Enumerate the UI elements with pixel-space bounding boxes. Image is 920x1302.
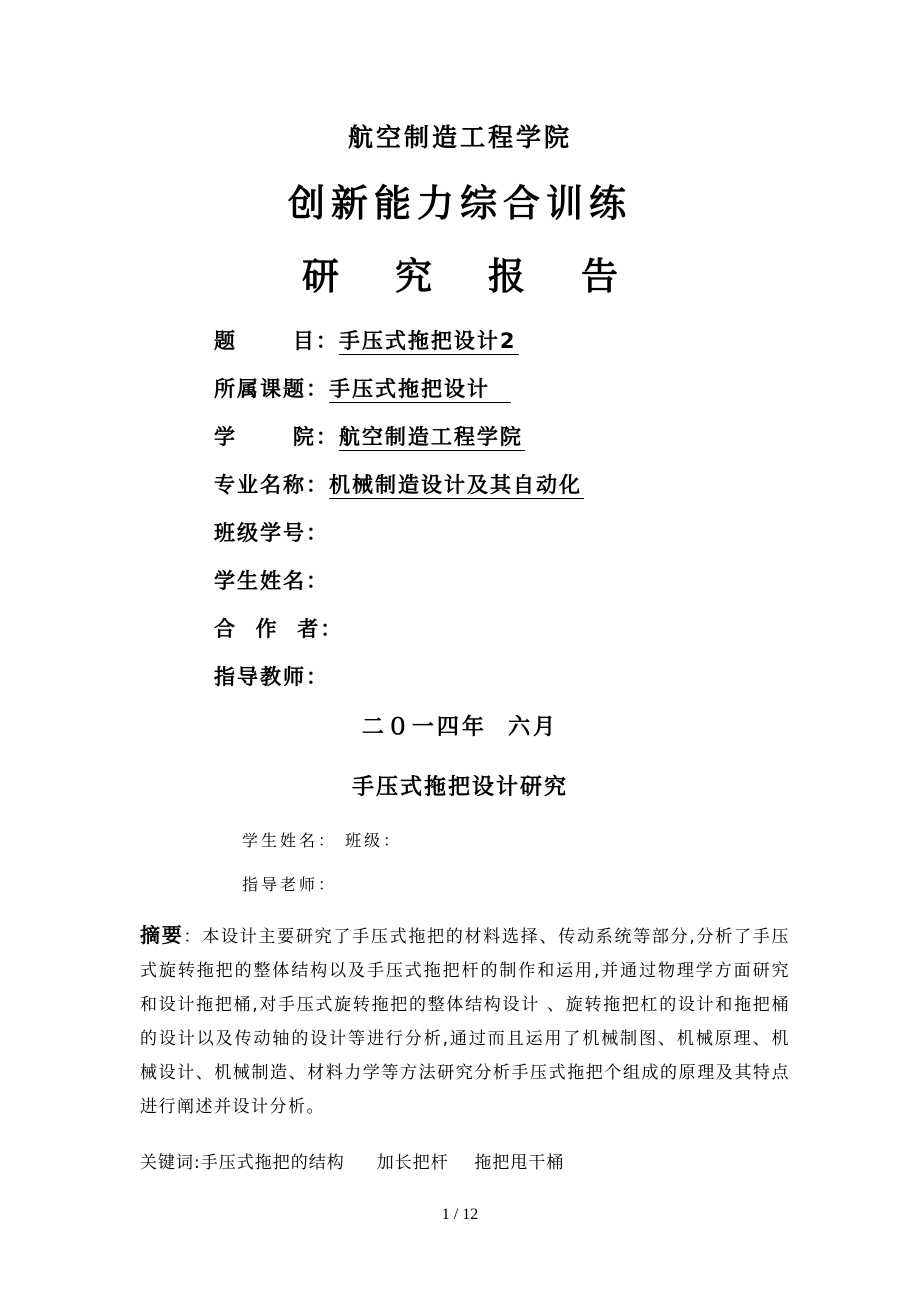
report-title: 创新能力综合训练 xyxy=(288,182,632,225)
field-value: 机械制造设计及其自动化 xyxy=(329,473,582,497)
field-subject xyxy=(214,373,511,405)
field-label: 专业名称： xyxy=(214,473,329,497)
field-value: 手压式拖把设计 xyxy=(329,377,509,401)
field-value: 手压式拖把设计2 xyxy=(338,329,517,353)
field-college xyxy=(214,421,525,453)
abstract-text: ：本设计主要研究了手压式拖把的材料选择、传动系统等部分,分析了手压式旋转拖把的整体结构以及手压式拖把杆的制作和运用,并通过物理学方面研究和设计拖把桶,对手压式旋转拖把的整体结构设计 、旋转拖把杠的设计和拖把桶的设计以及传动轴的设计等进行分析,通过而且运用了机械制图、机械原理、机械设计、机械制造、材料力学等方法研究分析手压式拖把个组成的原理及其特点进行阐述并设计分析。 xyxy=(140,927,791,1117)
field-advisor xyxy=(214,661,329,693)
advisor-line: 指导老师： xyxy=(242,875,338,894)
field-class-id xyxy=(214,517,329,549)
subtitle-char: 报 xyxy=(488,255,525,298)
field-label: 题 目： xyxy=(214,329,339,353)
keywords-line: 关键词:手压式拖把的结构 加长把杆 拖把甩干桶 xyxy=(140,1153,565,1173)
field-topic xyxy=(214,325,519,357)
study-title: 手压式拖把设计研究 xyxy=(351,775,568,800)
institute-name: 航空制造工程学院 xyxy=(347,123,572,152)
subtitle-char: 告 xyxy=(581,255,618,298)
field-label: 班级学号： xyxy=(214,521,329,545)
report-subtitle xyxy=(0,246,920,300)
report-date: 二０一四年 六月 xyxy=(361,715,559,740)
field-value: 航空制造工程学院 xyxy=(338,425,523,449)
field-major xyxy=(214,469,584,501)
field-label: 学生姓名： xyxy=(214,569,329,593)
field-label: 所属课题： xyxy=(214,377,329,401)
field-label: 合 作 者： xyxy=(214,617,344,641)
subtitle-char: 研 xyxy=(302,255,339,298)
page-number: 1 / 12 xyxy=(441,1206,479,1223)
field-label: 指导教师： xyxy=(214,665,329,689)
field-label: 学 院： xyxy=(214,425,339,449)
student-class-line: 学生姓名： 班级： xyxy=(242,831,403,850)
field-student-name xyxy=(214,565,329,597)
field-collaborator xyxy=(214,613,343,645)
abstract-heading: 摘要 xyxy=(140,923,184,947)
subtitle-char: 究 xyxy=(395,255,432,298)
abstract-paragraph xyxy=(140,918,790,1124)
